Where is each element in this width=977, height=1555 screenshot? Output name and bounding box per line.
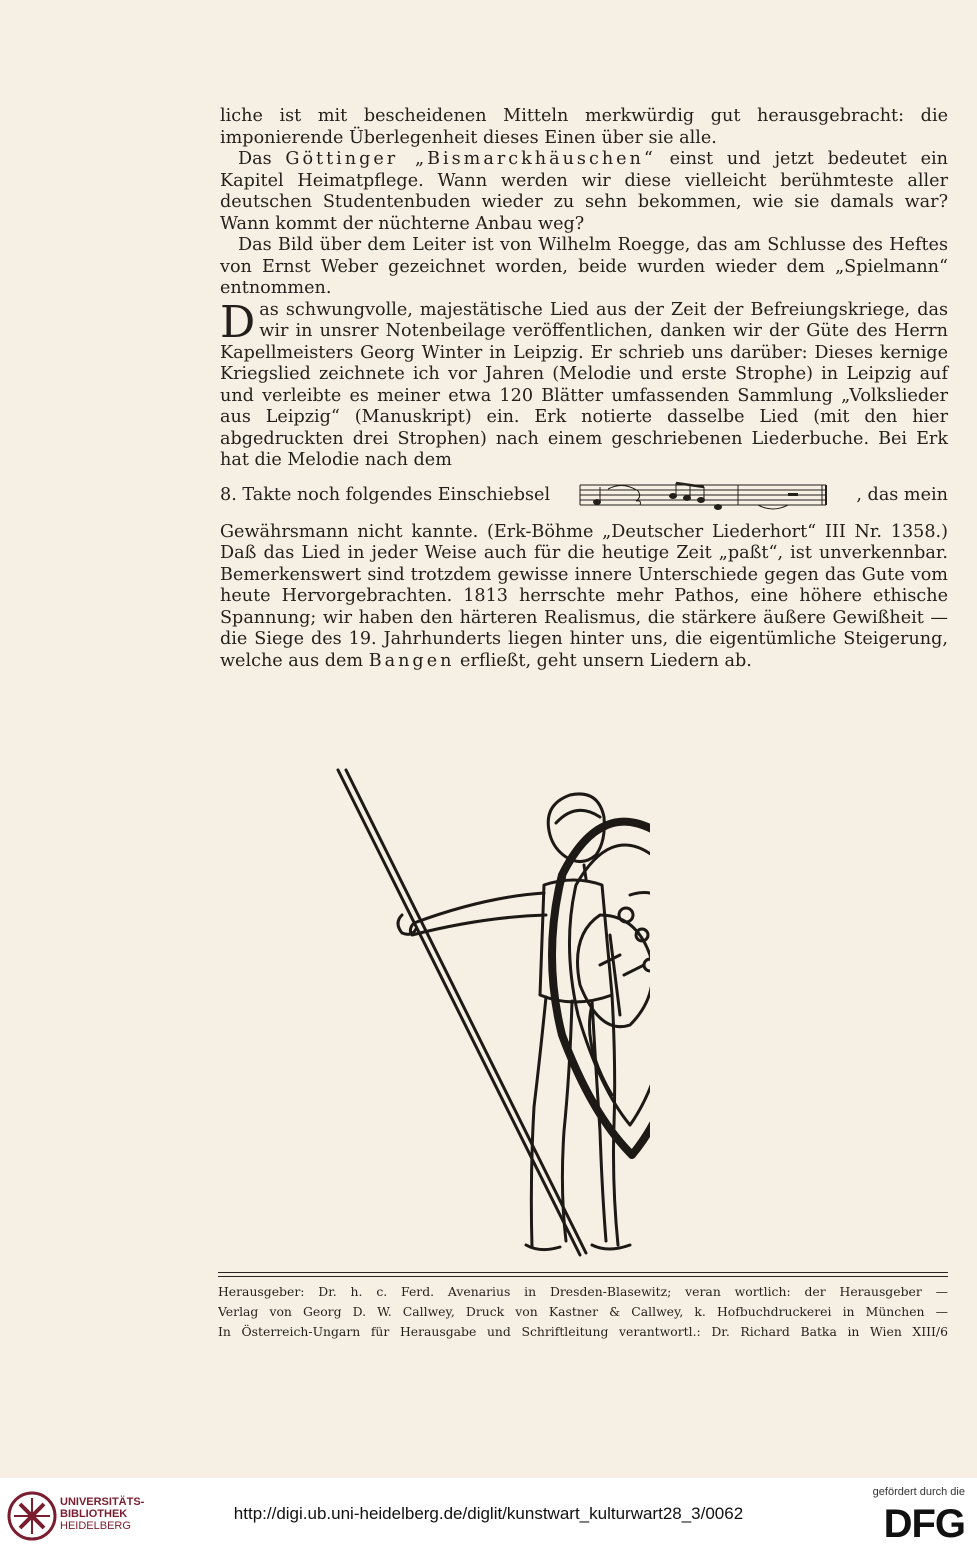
paragraph-2 (220, 149, 948, 235)
bismarckhaeuschen-title: Göttinger „Bismarckhäuschen“ (285, 149, 656, 169)
library-line-3: HEIDELBERG (60, 1520, 131, 1532)
bangen-word: Bangen (368, 650, 455, 671)
viewer-footer (0, 1478, 977, 1555)
paragraph-5-text: Gewährsmann nicht kannte. (Erk-Böhme „Deutscher Liederhort“ III Nr. 1358.) Daß das Lied in jeder Weise auch für die heutige Zeit „paßt“, ist unverkennbar. Bemerkenswert sind trotzdem gewisse innere Unterschiede gegen das Gute vom heute Hervorgebrachten. 1813 herrschte mehr Pathos, eine höhere ethische Spannung; wir haben den härteren Realismus, die stärkere äußere Gewißheit — die Siege des 19. Jahrhunderts liegen hinter uns, die eigentümliche Steigerung, welche aus dem (220, 521, 948, 671)
music-before-text: 8. Takte noch folgendes Einschiebsel (220, 484, 551, 505)
paragraph-3: Das Bild über dem Leiter ist von Wilhelm Roegge, das am Schlusse des Heftes von Ernst Weber gezeichnet worden, beide wurden wieder dem „Spielmann“ entnommen. (220, 235, 948, 298)
footnote-rule-top (218, 1272, 948, 1273)
paragraph-4-text: as schwungvolle, majestätische Lied aus der Zeit der Befreiungskriege, das wir in unsrer Notenbeilage veröffentlichen, danken wir der Güte des Herrn Kapellmeisters Georg Winter in Leipzig. Er schrieb uns darüber: Dieses kernige Kriegslied zeichnete ich vor Jahren (Melodie und erste Strophe) in Leipzig auf und verleibte es meiner etwa 120 Blätter umfassenden Sammlung „Volkslieder aus Leipzig“ (Manuskript) ein. Erk notierte dasselbe Lied (mit den hier abgedruckten drei Strophen) nach einem geschriebenen Liederbuche. Bei Erk hat die Melodie nach dem (220, 299, 948, 470)
imprint-line-2: Verlag von Georg D. W. Callwey, Druck von Kastner & Callwey, k. Hofbuchdruckerei in München — (218, 1304, 948, 1319)
paragraph-5-end: erfließt, geht unsern Liedern ab. (460, 650, 752, 671)
support-text: gefördert durch die (872, 1486, 965, 1498)
library-line-2: BIBLIOTHEK (60, 1508, 128, 1520)
body-text (220, 106, 948, 672)
imprint-line-1: Herausgeber: Dr. h. c. Ferd. Avenarius in Dresden-Blasewitz; veran wortlich: der Herausgeber — (218, 1284, 948, 1299)
music-notation (578, 477, 828, 515)
paragraph-2-prefix: Das (238, 149, 272, 169)
footnote-rule-bottom (218, 1276, 948, 1277)
paragraph-2-text: einst und jetzt bedeutet ein Kapitel Heimatpflege. Wann werden wir diese vielleicht berühmteste aller deutschen Studentenbuden wieder zu sehn bekommen, wie sie damals war? Wann kommt der nüchterne Anbau weg? (220, 149, 948, 234)
drop-cap: D (220, 296, 256, 348)
library-line-1: UNIVERSITÄTS- (60, 1496, 145, 1508)
dfg-logo[interactable]: DFG (883, 1502, 965, 1546)
imprint-block (218, 1282, 948, 1342)
knight-illustration (330, 765, 650, 1265)
paragraph-4 (220, 296, 948, 472)
music-after-text: , das mein (856, 484, 948, 505)
imprint-line-3: In Österreich-Ungarn für Herausgabe und Schriftleitung verantwortl.: Dr. Richard Batka in Wien XIII/6 (218, 1324, 948, 1339)
paragraph-1: liche ist mit bescheidenen Mitteln merkwürdig gut herausgebracht: die imponierende Überlegenheit dieses Einen über sie alle. (220, 106, 948, 148)
music-line (220, 476, 948, 516)
paragraph-5 (220, 522, 948, 673)
permalink-url[interactable]: http://digi.ub.uni-heidelberg.de/diglit/kunstwart_kulturwart28_3/0062 (233, 1504, 744, 1523)
